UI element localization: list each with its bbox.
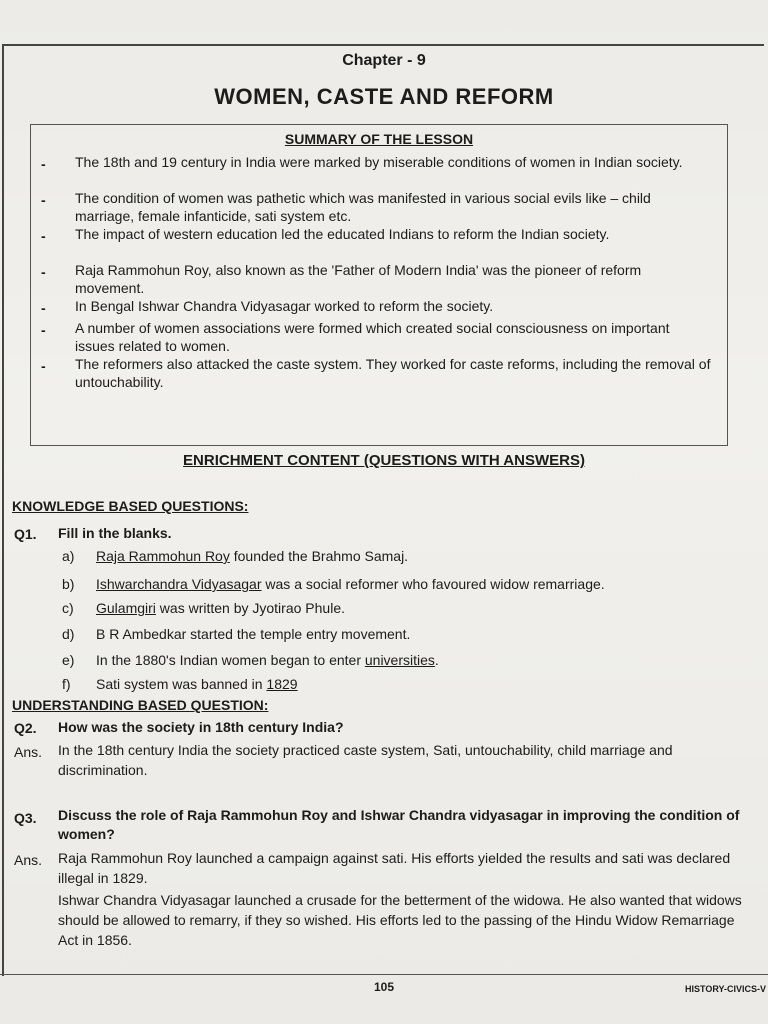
item-letter: e) (62, 652, 75, 668)
answer-text: In the 18th century India the society practiced caste system, Sati, untouchability, child marriage and discrimination. (58, 742, 673, 778)
bullet-dash: - (41, 192, 46, 208)
item-letter: b) (62, 576, 75, 592)
summary-item (31, 355, 727, 391)
bottom-rule (0, 974, 768, 975)
item-letter: a) (62, 548, 75, 564)
summary-list (31, 153, 727, 391)
blank-line (96, 576, 605, 592)
question-number: Q2. (14, 720, 37, 736)
understanding-heading: UNDERSTANDING BASED QUESTION: (12, 697, 269, 713)
blank-after: was a social reformer who favoured widow remarriage. (261, 576, 605, 592)
summary-item-text: A number of women associations were formed which created social consciousness on important issues related to women. (75, 320, 670, 354)
blank-before: Sati system was banned in (96, 676, 267, 692)
fill-blank-row (62, 548, 756, 572)
summary-heading: SUMMARY OF THE LESSON (284, 131, 474, 147)
bullet-dash: - (41, 264, 46, 280)
blank-line (96, 626, 410, 642)
bullet-dash: - (41, 322, 46, 338)
summary-item-text: The reformers also attacked the caste system. They worked for caste reforms, including the removal of untouchability. (75, 356, 711, 390)
bullet-dash: - (41, 156, 46, 172)
blank-answer: 1829 (266, 676, 298, 692)
blank-line (96, 676, 298, 692)
item-letter: f) (62, 676, 71, 692)
summary-item (31, 261, 727, 297)
question-text: Discuss the role of Raja Rammohun Roy and Ishwar Chandra vidyasagar in improving the condition of women? (58, 807, 740, 842)
summary-item (31, 297, 727, 319)
blank-line (96, 600, 345, 616)
blank-answer: universities (364, 652, 435, 668)
fill-blank-row (62, 652, 756, 676)
fill-blank-row (62, 626, 756, 650)
item-letter: c) (62, 600, 74, 616)
summary-box (30, 124, 728, 446)
blank-before: B R Ambedkar started the temple entry movement. (96, 626, 411, 642)
answer-text: Ishwar Chandra Vidyasagar launched a crusade for the betterment of the widowa. He also wanted that widows should be allowed to remarry, if they so wished. His efforts led to the passing of the Hindu Widow Remarriage Act in 1856. (58, 892, 742, 948)
chapter-label: Chapter - 9 (342, 52, 426, 69)
chapter-title: WOMEN, CASTE AND REFORM (214, 84, 554, 109)
summary-item (31, 153, 727, 189)
blank-after: . (434, 652, 439, 668)
question-text: How was the society in 18th century India? (58, 719, 344, 735)
bullet-dash: - (41, 358, 46, 374)
question-text: Fill in the blanks. (58, 525, 172, 541)
blank-after: founded the Brahmo Samaj. (229, 548, 409, 564)
blank-line (96, 548, 408, 564)
page-number: 105 (373, 980, 395, 994)
blank-line (96, 652, 439, 668)
enrichment-heading: ENRICHMENT CONTENT (QUESTIONS WITH ANSWERS) (183, 452, 585, 469)
item-letter: d) (62, 626, 75, 642)
summary-item-text: In Bengal Ishwar Chandra Vidyasagar worked to reform the society. (75, 298, 494, 314)
summary-item (31, 225, 727, 261)
blank-answer: Gulamgiri (96, 600, 156, 616)
answer-label: Ans. (14, 852, 43, 868)
summary-item-text: Raja Rammohun Roy, also known as the 'Father of Modern India' was the pioneer of reform movement. (75, 262, 642, 296)
footer-book-title: HISTORY-CIVICS-V (684, 984, 766, 994)
summary-item-text: The impact of western education led the educated Indians to reform the Indian society. (75, 226, 610, 242)
summary-item-text: The 18th and 19 century in India were marked by miserable conditions of women in Indian society. (75, 154, 683, 170)
summary-item (31, 189, 727, 225)
question-number: Q3. (14, 810, 37, 826)
fill-blank-row (62, 576, 756, 600)
summary-item-text: The condition of women was pathetic which was manifested in various social evils like – child marriage, female infanticide, sati system etc. (75, 190, 651, 224)
bullet-dash: - (41, 300, 46, 316)
fill-blank-row (62, 600, 756, 624)
bullet-dash: - (41, 228, 46, 244)
answer-label: Ans. (14, 744, 43, 760)
blank-after: was written by Jyotirao Phule. (155, 600, 345, 616)
summary-item (31, 319, 727, 355)
blank-before: In the 1880's Indian women began to enter (96, 652, 365, 668)
answer-text: Raja Rammohun Roy launched a campaign against sati. His efforts yielded the results and sati was declared illegal in 1829. (58, 850, 731, 886)
question-number: Q1. (14, 526, 37, 542)
blank-answer: Ishwarchandra Vidyasagar (96, 576, 262, 592)
knowledge-heading: KNOWLEDGE BASED QUESTIONS: (12, 498, 249, 514)
blank-answer: Raja Rammohun Roy (96, 548, 230, 564)
